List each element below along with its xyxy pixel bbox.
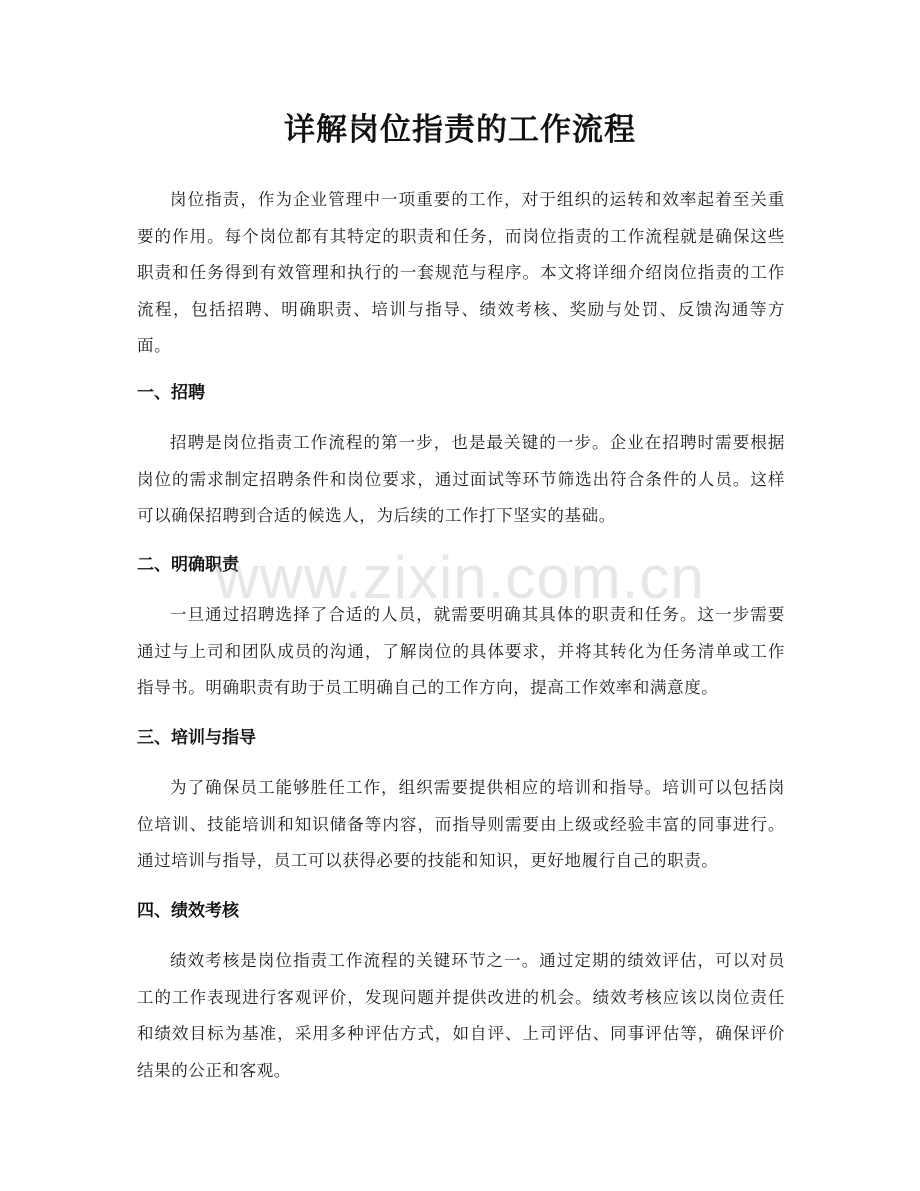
section-recruitment-body xyxy=(137,425,785,535)
section-heading: 二、明确职责 xyxy=(137,555,239,575)
section-paragraph: 一旦通过招聘选择了合适的人员，就需要明确其具体的职责和任务。这一步需要通过与上司和团队成员的沟通，了解岗位的具体要求，并将其转化为任务清单或工作指导书。明确职责有助于员工明确自己的工作方向，提高工作效率和满意度。 xyxy=(137,605,785,697)
document-title: 详解岗位指责的工作流程 xyxy=(284,112,636,148)
section-recruitment xyxy=(137,378,785,408)
section-paragraph: 为了确保员工能够胜任工作，组织需要提供相应的培训和指导。培训可以包括岗位培训、技能培训和知识储备等内容，而指导则需要由上级或经验丰富的同事进行。通过培训与指导，员工可以获得必要的技能和知识，更好地履行自己的职责。 xyxy=(137,778,785,870)
section-training-body xyxy=(137,770,785,880)
section-performance xyxy=(137,896,785,926)
intro-paragraph: 岗位指责，作为企业管理中一项重要的工作，对于组织的运转和效率起着至关重要的作用。每个岗位都有其特定的职责和任务，而岗位指责的工作流程就是确保这些职责和任务得到有效管理和执行的一套规范与程序。本文将详细介绍岗位指责的工作流程，包括招聘、明确职责、培训与指导、绩效考核、奖励与处罚、反馈沟通等方面。 xyxy=(137,190,785,355)
section-paragraph: 招聘是岗位指责工作流程的第一步，也是最关键的一步。企业在招聘时需要根据岗位的需求制定招聘条件和岗位要求，通过面试等环节筛选出符合条件的人员。这样可以确保招聘到合适的候选人，为后续的工作打下坚实的基础。 xyxy=(137,433,785,525)
section-performance-body xyxy=(137,943,785,1089)
watermark: www.zixin.com.cn xyxy=(215,544,705,611)
section-heading: 四、绩效考核 xyxy=(137,901,239,921)
intro-block xyxy=(137,182,785,365)
section-paragraph: 绩效考核是岗位指责工作流程的关键环节之一。通过定期的绩效评估，可以对员工的工作表现进行客观评价，发现问题并提供改进的机会。绩效考核应该以岗位责任和绩效目标为基准，采用多种评估方式，如自评、上司评估、同事评估等，确保评价结果的公正和客观。 xyxy=(137,951,785,1080)
section-heading: 一、招聘 xyxy=(137,383,205,403)
section-training xyxy=(137,723,785,753)
section-duties-body xyxy=(137,597,785,707)
section-duties xyxy=(137,550,785,580)
section-heading: 三、培训与指导 xyxy=(137,728,256,748)
